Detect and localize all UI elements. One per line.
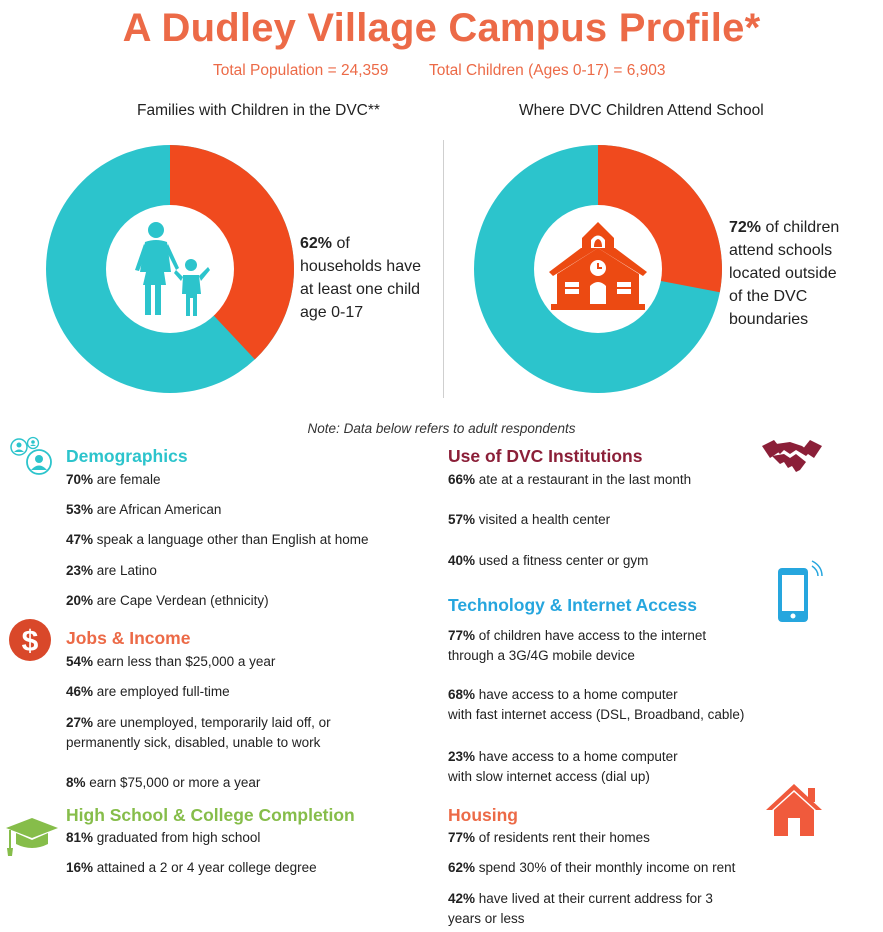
fact-text: speak a language other than English at home — [93, 532, 369, 547]
jobs-item — [66, 773, 260, 793]
fact-text: ate at a restaurant in the last month — [475, 472, 692, 487]
fact-text-line2: with slow internet access (dial up) — [448, 769, 650, 784]
pie-left-text-4: age 0-17 — [300, 304, 364, 321]
fact-text: of residents rent their homes — [475, 830, 650, 845]
housing-heading: Housing — [448, 805, 518, 825]
fact-text: have access to a home computer — [475, 749, 678, 764]
fact-text: earn $75,000 or more a year — [85, 775, 261, 790]
donut-chart-families — [45, 144, 295, 394]
total-population: Total Population = 24,359 — [213, 62, 389, 79]
fact-text: visited a health center — [475, 512, 611, 527]
demographics-heading: Demographics — [66, 446, 188, 466]
fact-percent: 23% — [448, 749, 476, 764]
fact-text: are Latino — [93, 563, 157, 578]
demographics-item — [66, 530, 368, 550]
institutions-heading: Use of DVC Institutions — [448, 446, 643, 466]
jobs-item — [66, 713, 331, 753]
demographics-item — [66, 500, 221, 520]
fact-text: are female — [93, 472, 161, 487]
fact-text: have access to a home computer — [475, 687, 678, 702]
fact-text-line2: years or less — [448, 911, 525, 926]
pie-right-text-1: of children — [765, 219, 840, 236]
fact-text: of children have access to the internet — [475, 628, 707, 643]
pie-right-text-3: located outside — [729, 265, 837, 282]
fact-percent: 20% — [66, 593, 94, 608]
jobs-heading: Jobs & Income — [66, 628, 191, 648]
mobile-phone-icon — [774, 558, 824, 624]
pie-left-text-3: at least one child — [300, 281, 421, 298]
fact-percent: 16% — [66, 860, 94, 875]
house-icon — [764, 780, 824, 838]
total-children: Total Children (Ages 0-17) = 6,903 — [429, 62, 666, 79]
pie-right-text-5: boundaries — [729, 311, 809, 328]
fact-percent: 57% — [448, 512, 476, 527]
fact-text-line2: through a 3G/4G mobile device — [448, 648, 635, 663]
jobs-item — [66, 682, 230, 702]
fact-text: used a fitness center or gym — [475, 553, 649, 568]
fact-text: are Cape Verdean (ethnicity) — [93, 593, 269, 608]
fact-percent: 27% — [66, 715, 94, 730]
fact-text: are African American — [93, 502, 222, 517]
fact-percent: 8% — [66, 775, 86, 790]
pie-left-percent: 62% — [300, 235, 333, 252]
fact-text-line2: with fast internet access (DSL, Broadband, cable) — [448, 707, 745, 722]
fact-percent: 54% — [66, 654, 94, 669]
fact-text: graduated from high school — [93, 830, 261, 845]
demographics-item — [66, 561, 157, 581]
fact-percent: 77% — [448, 830, 476, 845]
pie-right-text-4: of the DVC — [729, 288, 808, 305]
svg-text:$: $ — [21, 625, 39, 658]
fact-text: earn less than $25,000 a year — [93, 654, 276, 669]
pie-left-text-2: households have — [300, 258, 421, 275]
institutions-item — [448, 551, 648, 571]
handshake-icon — [760, 436, 824, 480]
jobs-item — [66, 652, 275, 672]
fact-text: spend 30% of their monthly income on rent — [475, 860, 736, 875]
fact-percent: 68% — [448, 687, 476, 702]
housing-item — [448, 889, 713, 929]
pie-right-title: Where DVC Children Attend School — [519, 102, 764, 119]
divider — [443, 140, 444, 398]
note: Note: Data below refers to adult respondents — [307, 421, 576, 436]
page-title: A Dudley Village Campus Profile* — [122, 6, 761, 50]
institutions-item — [448, 470, 691, 490]
education-item — [66, 858, 317, 878]
pie-left-text-1: of — [336, 235, 350, 252]
donut-chart-schools — [473, 144, 723, 394]
fact-percent: 40% — [448, 553, 476, 568]
fact-percent: 77% — [448, 628, 476, 643]
graduation-cap-icon — [4, 814, 60, 858]
fact-text: have lived at their current address for 3 — [475, 891, 713, 906]
demographics-item — [66, 470, 161, 490]
housing-item — [448, 828, 650, 848]
pie-right-percent: 72% — [729, 219, 762, 236]
dollar-icon — [8, 618, 52, 662]
technology-item — [448, 626, 706, 666]
pie-left-title: Families with Children in the DVC** — [137, 102, 380, 119]
demographics-item — [66, 591, 269, 611]
pie-right-caption — [729, 216, 839, 331]
fact-percent: 53% — [66, 502, 94, 517]
fact-text: are unemployed, temporarily laid off, or — [93, 715, 331, 730]
technology-heading: Technology & Internet Access — [448, 595, 697, 615]
fact-percent: 70% — [66, 472, 94, 487]
fact-text: attained a 2 or 4 year college degree — [93, 860, 317, 875]
fact-percent: 23% — [66, 563, 94, 578]
fact-percent: 66% — [448, 472, 476, 487]
pie-left-caption — [300, 232, 421, 324]
fact-text-line2: permanently sick, disabled, unable to work — [66, 735, 321, 750]
fact-percent: 47% — [66, 532, 94, 547]
institutions-item — [448, 510, 610, 530]
fact-percent: 62% — [448, 860, 476, 875]
technology-item — [448, 747, 678, 787]
fact-percent: 42% — [448, 891, 476, 906]
education-item — [66, 828, 260, 848]
technology-item — [448, 685, 744, 725]
fact-text: are employed full-time — [93, 684, 230, 699]
housing-item — [448, 858, 735, 878]
education-heading: High School & College Completion — [66, 805, 355, 825]
fact-percent: 81% — [66, 830, 94, 845]
people-icon — [9, 436, 55, 476]
pie-right-text-2: attend schools — [729, 242, 833, 259]
fact-percent: 46% — [66, 684, 94, 699]
